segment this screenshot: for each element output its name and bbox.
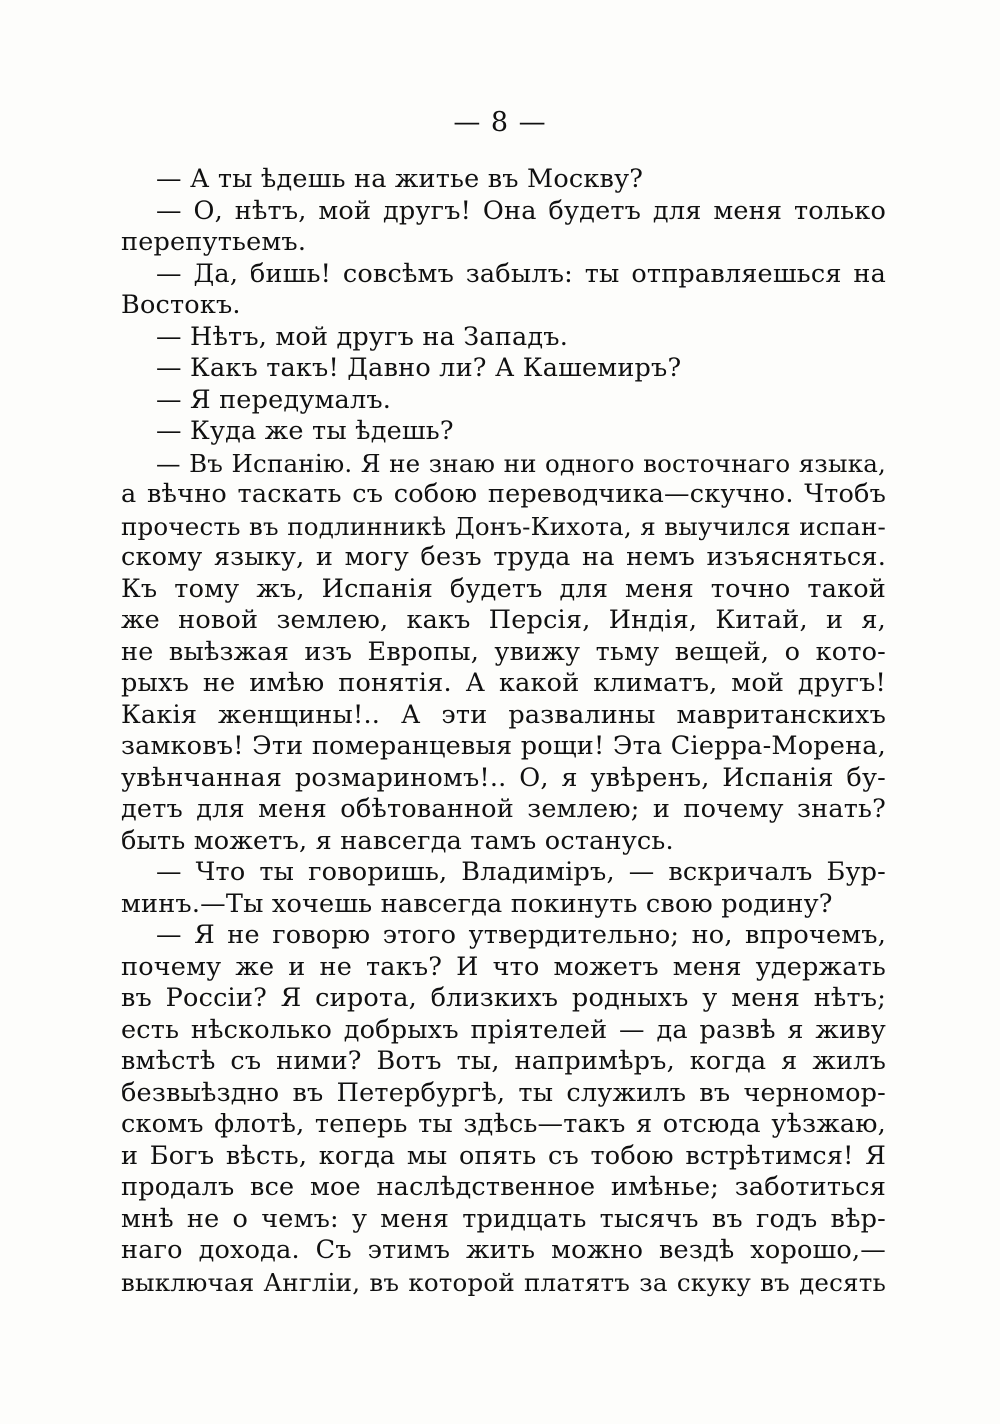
text-line: Къ тому жъ, Испанія будетъ для меня точно такой [121, 573, 886, 604]
page-number: — 8 — [453, 107, 547, 138]
text-line: — Что ты говоришь, Владиміръ, — вскричалъ Бур- [156, 857, 886, 887]
body-text [121, 164, 886, 1298]
text-line: детъ для меня обѣтованной землею; и почему знать? [121, 794, 886, 824]
text-line: же новой землею, какъ Персія, Индія, Китай, и я, [121, 605, 886, 635]
text-line: быть можетъ, я навсегда тамъ останусь. [121, 825, 674, 856]
text-line: въ Россіи? Я сирота, близкихъ родныхъ у меня нѣтъ; [121, 983, 886, 1013]
text-line: рыхъ не имѣю понятія. А какой климатъ, мой другъ! [121, 668, 886, 698]
text-line: почему же и не такъ? И что можетъ меня удержать [121, 951, 886, 982]
text-line: а вѣчно таскать съ собою переводчика—скучно. Чтобъ [121, 479, 886, 509]
text-line: — А ты ѣдешь на житье въ Москву? [156, 164, 644, 194]
text-line: скомъ флотѣ, теперь ты здѣсь—такъ я отсюда уѣзжаю, [121, 1109, 886, 1139]
text-line: выключая Англіи, въ которой платятъ за скуку въ десять [121, 1267, 886, 1297]
text-line: минъ.—Ты хочешь навсегда покинуть свою родину? [121, 888, 833, 919]
text-line: замковъ! Эти померанцевыя рощи! Эта Сіерра-Морена, [121, 731, 886, 761]
text-line: — О, нѣтъ, мой другъ! Она будетъ для меня только [156, 195, 886, 226]
text-line: Востокъ. [121, 290, 241, 320]
text-line: — Нѣтъ, мой другъ на Западъ. [156, 321, 568, 352]
text-line: увѣнчанная розмариномъ!.. О, я увѣренъ, Испанія бу- [121, 762, 886, 793]
text-line: мнѣ не о чемъ: у меня тридцать тысячъ въ годъ вѣр- [121, 1203, 886, 1234]
text-line: — Я передумалъ. [156, 384, 392, 415]
text-line: Какія женщины!.. А эти развалины мавританскихъ [121, 699, 886, 730]
text-line: продалъ все мое наслѣдственное имѣнье; заботиться [121, 1172, 886, 1202]
text-line: — Куда же ты ѣдешь? [156, 416, 454, 446]
text-line: не выѣзжая изъ Европы, увижу тьму вещей, о кото- [121, 636, 886, 667]
text-line: прочесть въ подлинникѣ Донъ-Кихота, я выучился испан- [121, 511, 886, 541]
text-line: — Да, бишь! совсѣмъ забылъ: ты отправляешься на [156, 258, 886, 289]
text-line: — Какъ такъ! Давно ли? А Кашемиръ? [156, 353, 682, 383]
text-line: наго дохода. Съ этимъ жить можно вездѣ хорошо,— [121, 1235, 886, 1265]
text-line: перепутьемъ. [121, 227, 307, 257]
text-line: — Въ Испанію. Я не знаю ни одного восточнаго языка, [156, 448, 886, 478]
text-line: — Я не говорю этого утвердительно; но, впрочемъ, [156, 920, 886, 950]
text-line: и Богъ вѣсть, когда мы опять съ тобою встрѣтимся! Я [121, 1140, 886, 1171]
text-line: вмѣстѣ съ ними? Вотъ ты, напримѣръ, когда я жилъ [121, 1046, 886, 1076]
text-line: безвыѣздно въ Петербургѣ, ты служилъ въ черномор- [121, 1077, 886, 1108]
text-line: есть нѣсколько добрыхъ пріятелей — да развѣ я живу [121, 1014, 886, 1045]
text-line: скому языку, и могу безъ труда на немъ изъясняться. [121, 542, 886, 572]
